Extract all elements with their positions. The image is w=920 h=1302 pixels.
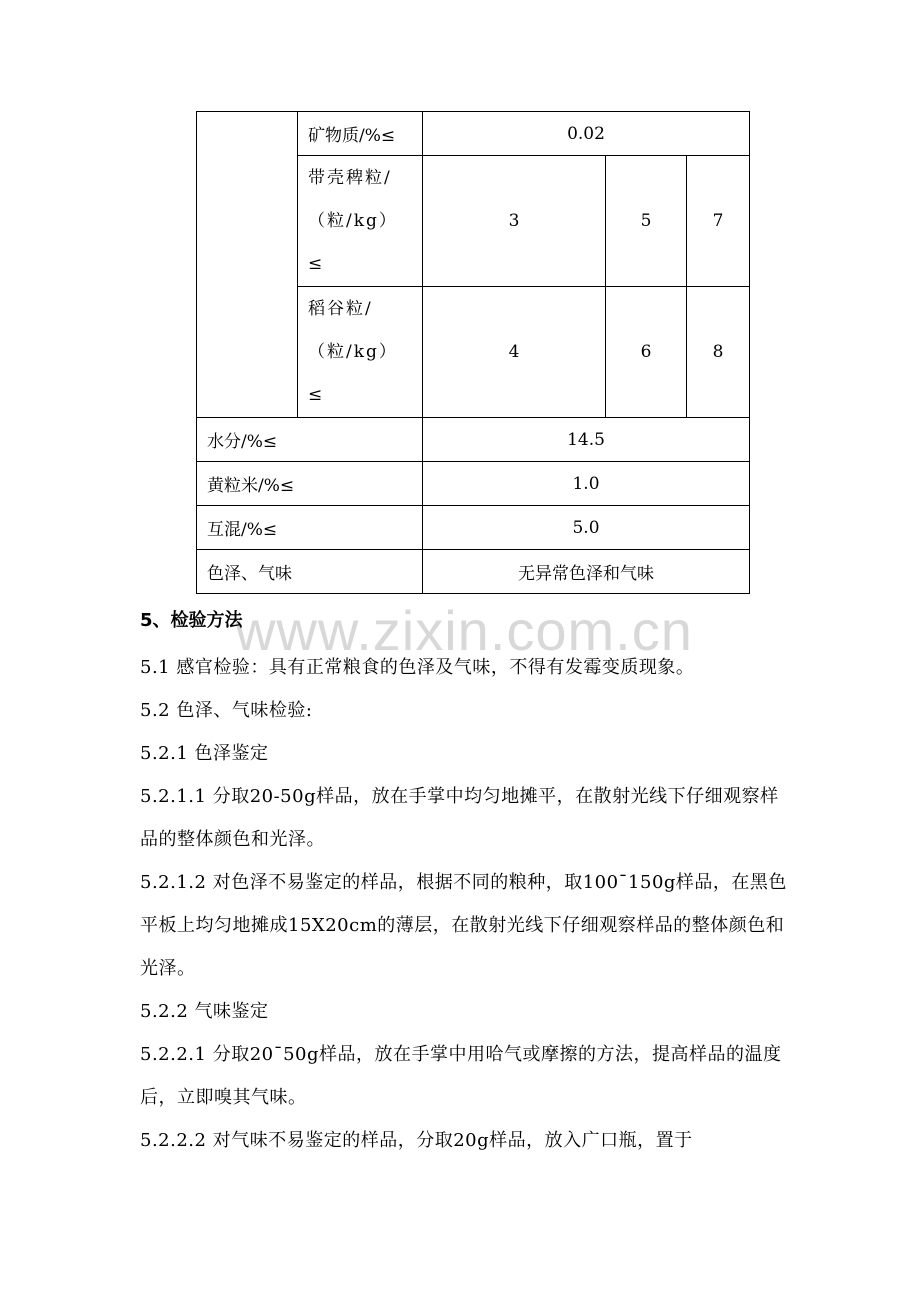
row-label: 色泽、气味 [197,550,423,594]
paragraph: 5.2.2.1 分取20¯50g样品，放在手掌中用哈气或摩擦的方法，提高样品的温度后，立即嗅其气味。 [140,1044,782,1108]
row-label [298,156,423,287]
grade-2-value: 6 [606,287,687,418]
row-value: 0.02 [423,112,750,156]
grade-1-value: 4 [423,287,606,418]
table-row [197,462,750,506]
row-value: 14.5 [423,418,750,462]
label-line: 带壳稗粒/ [308,167,392,188]
section-heading: 5、检验方法 [140,610,243,631]
grade-3-value: 8 [687,287,750,418]
quality-spec-table [196,111,750,594]
paragraph: 5.2.1.2 对色泽不易鉴定的样品，根据不同的粮种，取100¯150g样品，在黑色平板上均匀地摊成15X20cm的薄层，在散射光线下仔细观察样品的整体颜色和光泽。 [140,872,787,979]
grade-2-value: 5 [606,156,687,287]
row-label: 互混/%≤ [197,506,423,550]
row-value: 5.0 [423,506,750,550]
row-label [298,287,423,418]
grade-3-value: 7 [687,156,750,287]
row-value: 无异常色泽和气味 [423,550,750,594]
paragraph: 5.2.1.1 分取20-50g样品，放在手掌中均匀地摊平，在散射光线下仔细观察样品的整体颜色和光泽。 [140,786,779,850]
paragraph: 5.2.2 气味鉴定 [140,1001,269,1022]
label-line: 稻谷粒/ [308,298,373,319]
label-line: （粒/kg） [308,341,398,362]
row-label: 黄粒米/%≤ [197,462,423,506]
paragraph: 5.2.2.2 对气味不易鉴定的样品，分取20g样品，放入广口瓶，置于 [140,1130,693,1151]
empty-category-cell [197,112,298,418]
paragraph: 5.2 色泽、气味检验: [140,700,313,721]
table-row [197,418,750,462]
grade-1-value: 3 [423,156,606,287]
paragraph: 5.1 感官检验：具有正常粮食的色泽及气味，不得有发霉变质现象。 [140,657,695,678]
label-line: （粒/kg） [308,210,398,231]
table-row [197,550,750,594]
paragraph: 5.2.1 色泽鉴定 [140,743,269,764]
section-body [140,646,790,1162]
table-row [197,112,750,156]
label-line: ≤ [308,384,325,405]
row-label: 水分/%≤ [197,418,423,462]
row-label: 矿物质/%≤ [298,112,423,156]
row-value: 1.0 [423,462,750,506]
table-row [197,506,750,550]
watermark: www.zixin.com.cn [235,599,693,662]
label-line: ≤ [308,253,325,274]
